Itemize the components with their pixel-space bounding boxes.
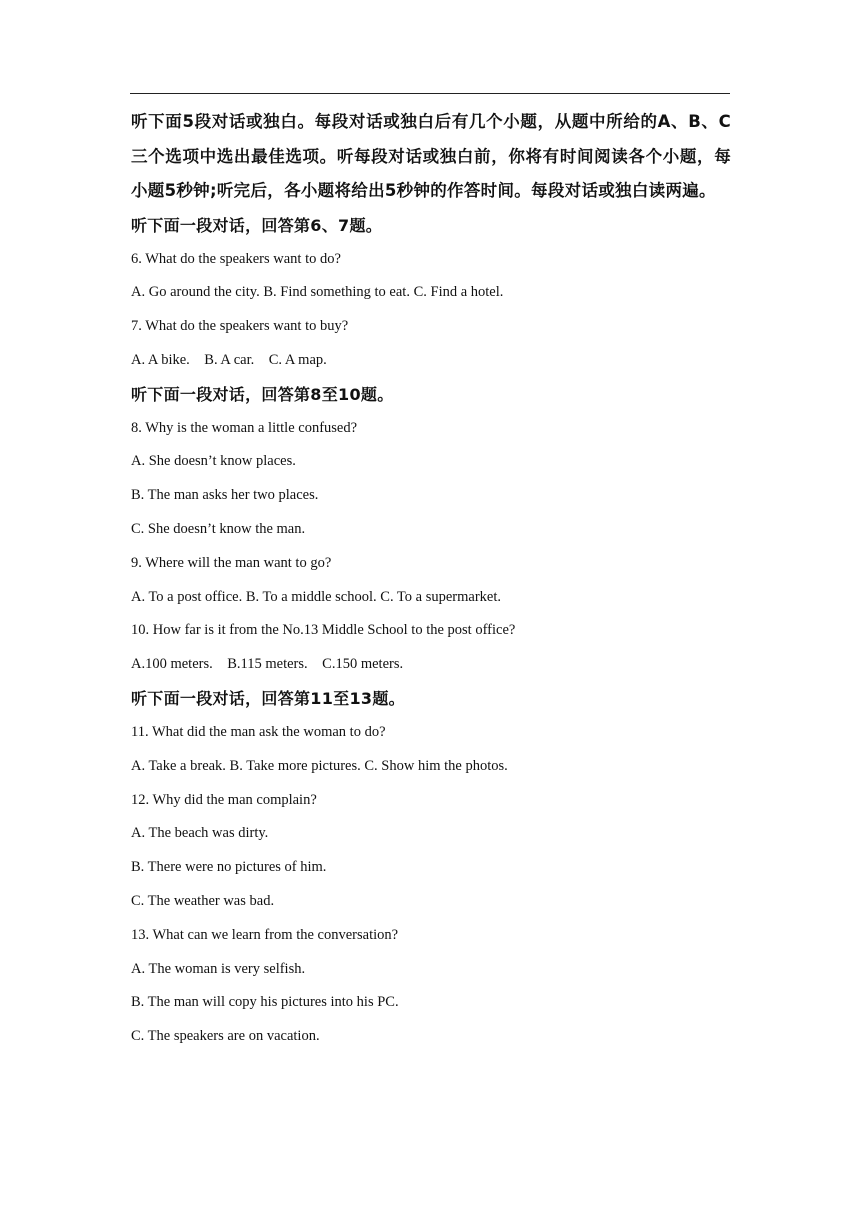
- question-6-options: A. Go around the city. B. Find something to eat. C. Find a hotel.: [131, 284, 504, 301]
- question-8-option-a: A. She doesn’t know places.: [131, 453, 296, 470]
- document-body: [131, 105, 731, 1054]
- question-6: 6. What do the speakers want to do?: [131, 250, 341, 267]
- section-heading: 听下面一段对话，回答第6、7题。: [131, 215, 383, 235]
- question-9-options: A. To a post office. B. To a middle school. C. To a supermarket.: [131, 588, 502, 605]
- question-11-options: A. Take a break. B. Take more pictures. C. Show him the photos.: [131, 757, 508, 774]
- section-heading: 听下面一段对话，回答第8至10题。: [131, 384, 394, 404]
- section-heading: 听下面一段对话，回答第11至13题。: [131, 689, 405, 709]
- question-11: 11. What did the man ask the woman to do?: [131, 724, 386, 741]
- question-8-option-c: C. She doesn’t know the man.: [131, 521, 306, 538]
- question-12-option-b: B. There were no pictures of him.: [131, 859, 327, 876]
- question-12-option-a: A. The beach was dirty.: [131, 825, 269, 842]
- question-13: 13. What can we learn from the conversation?: [131, 926, 399, 943]
- header-rule: [130, 93, 730, 94]
- question-13-option-c: C. The speakers are on vacation.: [131, 1028, 320, 1045]
- question-10-options: A.100 meters. B.115 meters. C.150 meters.: [131, 656, 404, 673]
- question-12-option-c: C. The weather was bad.: [131, 893, 275, 910]
- question-8: 8. Why is the woman a little confused?: [131, 419, 358, 436]
- question-10: 10. How far is it from the No.13 Middle School to the post office?: [131, 622, 516, 639]
- listening-instructions: 听下面5段对话或独白。每段对话或独白后有几个小题，从题中所给的A、B、C三个选项中选出最佳选项。听每段对话或独白前，你将有时间阅读各个小题，每小题5秒钟;听完后，各小题将给出5秒钟的作答时间。每段对话或独白读两遍。: [131, 112, 731, 200]
- question-7-options: A. A bike. B. A car. C. A map.: [131, 351, 327, 368]
- question-12: 12. Why did the man complain?: [131, 791, 317, 808]
- question-9: 9. Where will the man want to go?: [131, 554, 332, 571]
- question-13-option-b: B. The man will copy his pictures into his PC.: [131, 994, 399, 1011]
- question-13-option-a: A. The woman is very selfish.: [131, 960, 306, 977]
- question-7: 7. What do the speakers want to buy?: [131, 318, 349, 335]
- question-8-option-b: B. The man asks her two places.: [131, 487, 319, 504]
